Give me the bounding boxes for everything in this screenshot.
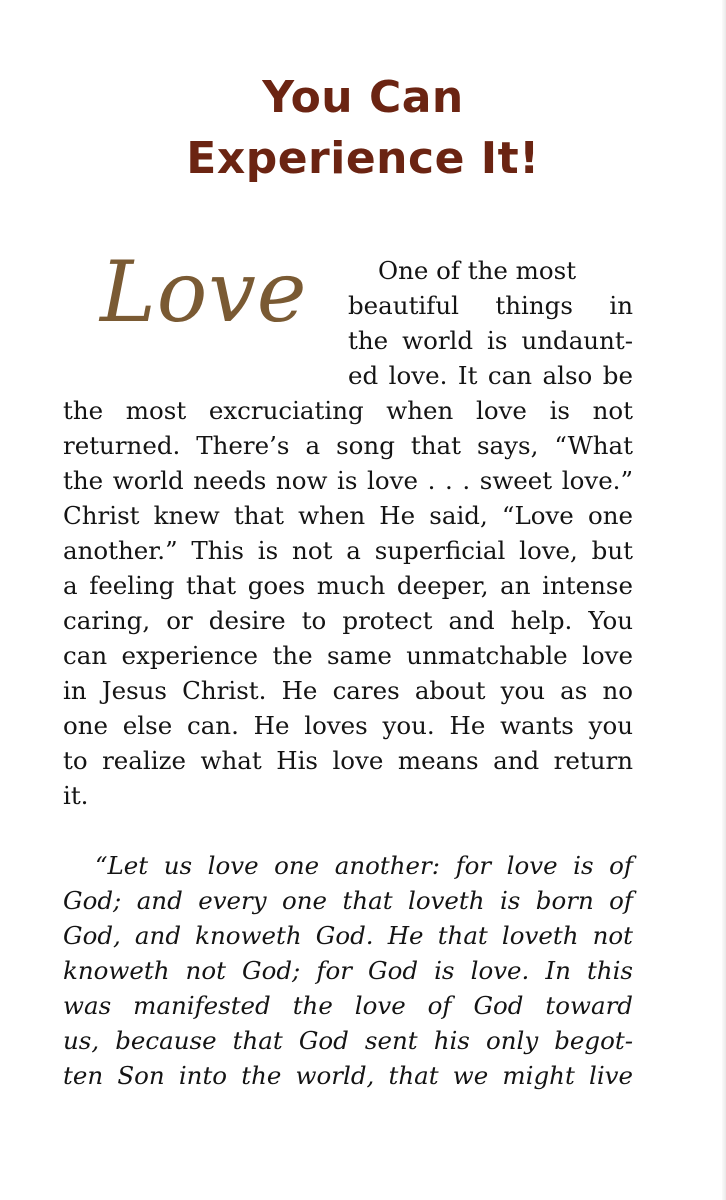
- body-line: the world is undaunt-: [348, 326, 633, 355]
- quote-line: was manifested the love of God toward: [63, 991, 633, 1020]
- page-title-line-1: You Can: [262, 72, 464, 123]
- quote-line: ten Son into the world, that we might live: [63, 1061, 633, 1090]
- body-line: caring, or desire to protect and help. You: [63, 606, 633, 635]
- quote-line: us, because that God sent his only begot-: [63, 1026, 633, 1055]
- quote-line: “Let us love one another: for love is of: [95, 851, 633, 880]
- body-line: it.: [63, 781, 89, 810]
- body-line: one else can. He loves you. He wants you: [63, 711, 633, 740]
- body-line: in Jesus Christ. He cares about you as no: [63, 676, 633, 705]
- body-line: a feeling that goes much deeper, an intense: [63, 571, 633, 600]
- body-line: to realize what His love means and return: [63, 746, 633, 775]
- body-line: another.” This is not a superficial love, but: [63, 536, 633, 565]
- body-line: beautiful things in: [348, 291, 633, 320]
- body-line: can experience the same unmatchable love: [63, 641, 633, 670]
- page-title-line-2: Experience It!: [186, 133, 540, 184]
- body-line: One of the most: [378, 256, 577, 285]
- quote-line: God, and knoweth God. He that loveth not: [63, 921, 633, 950]
- body-line: the world needs now is love . . . sweet love.”: [63, 466, 633, 495]
- body-line: Christ knew that when He said, “Love one: [63, 501, 633, 530]
- body-line: the most excruciating when love is not: [63, 396, 633, 425]
- quote-line: knoweth not God; for God is love. In this: [63, 956, 633, 985]
- body-line: returned. There’s a song that says, “What: [63, 431, 633, 460]
- quote-line: God; and every one that loveth is born of: [63, 886, 633, 915]
- body-line: ed love. It can also be: [348, 361, 633, 390]
- decorative-dropcap-word: Love: [100, 243, 308, 341]
